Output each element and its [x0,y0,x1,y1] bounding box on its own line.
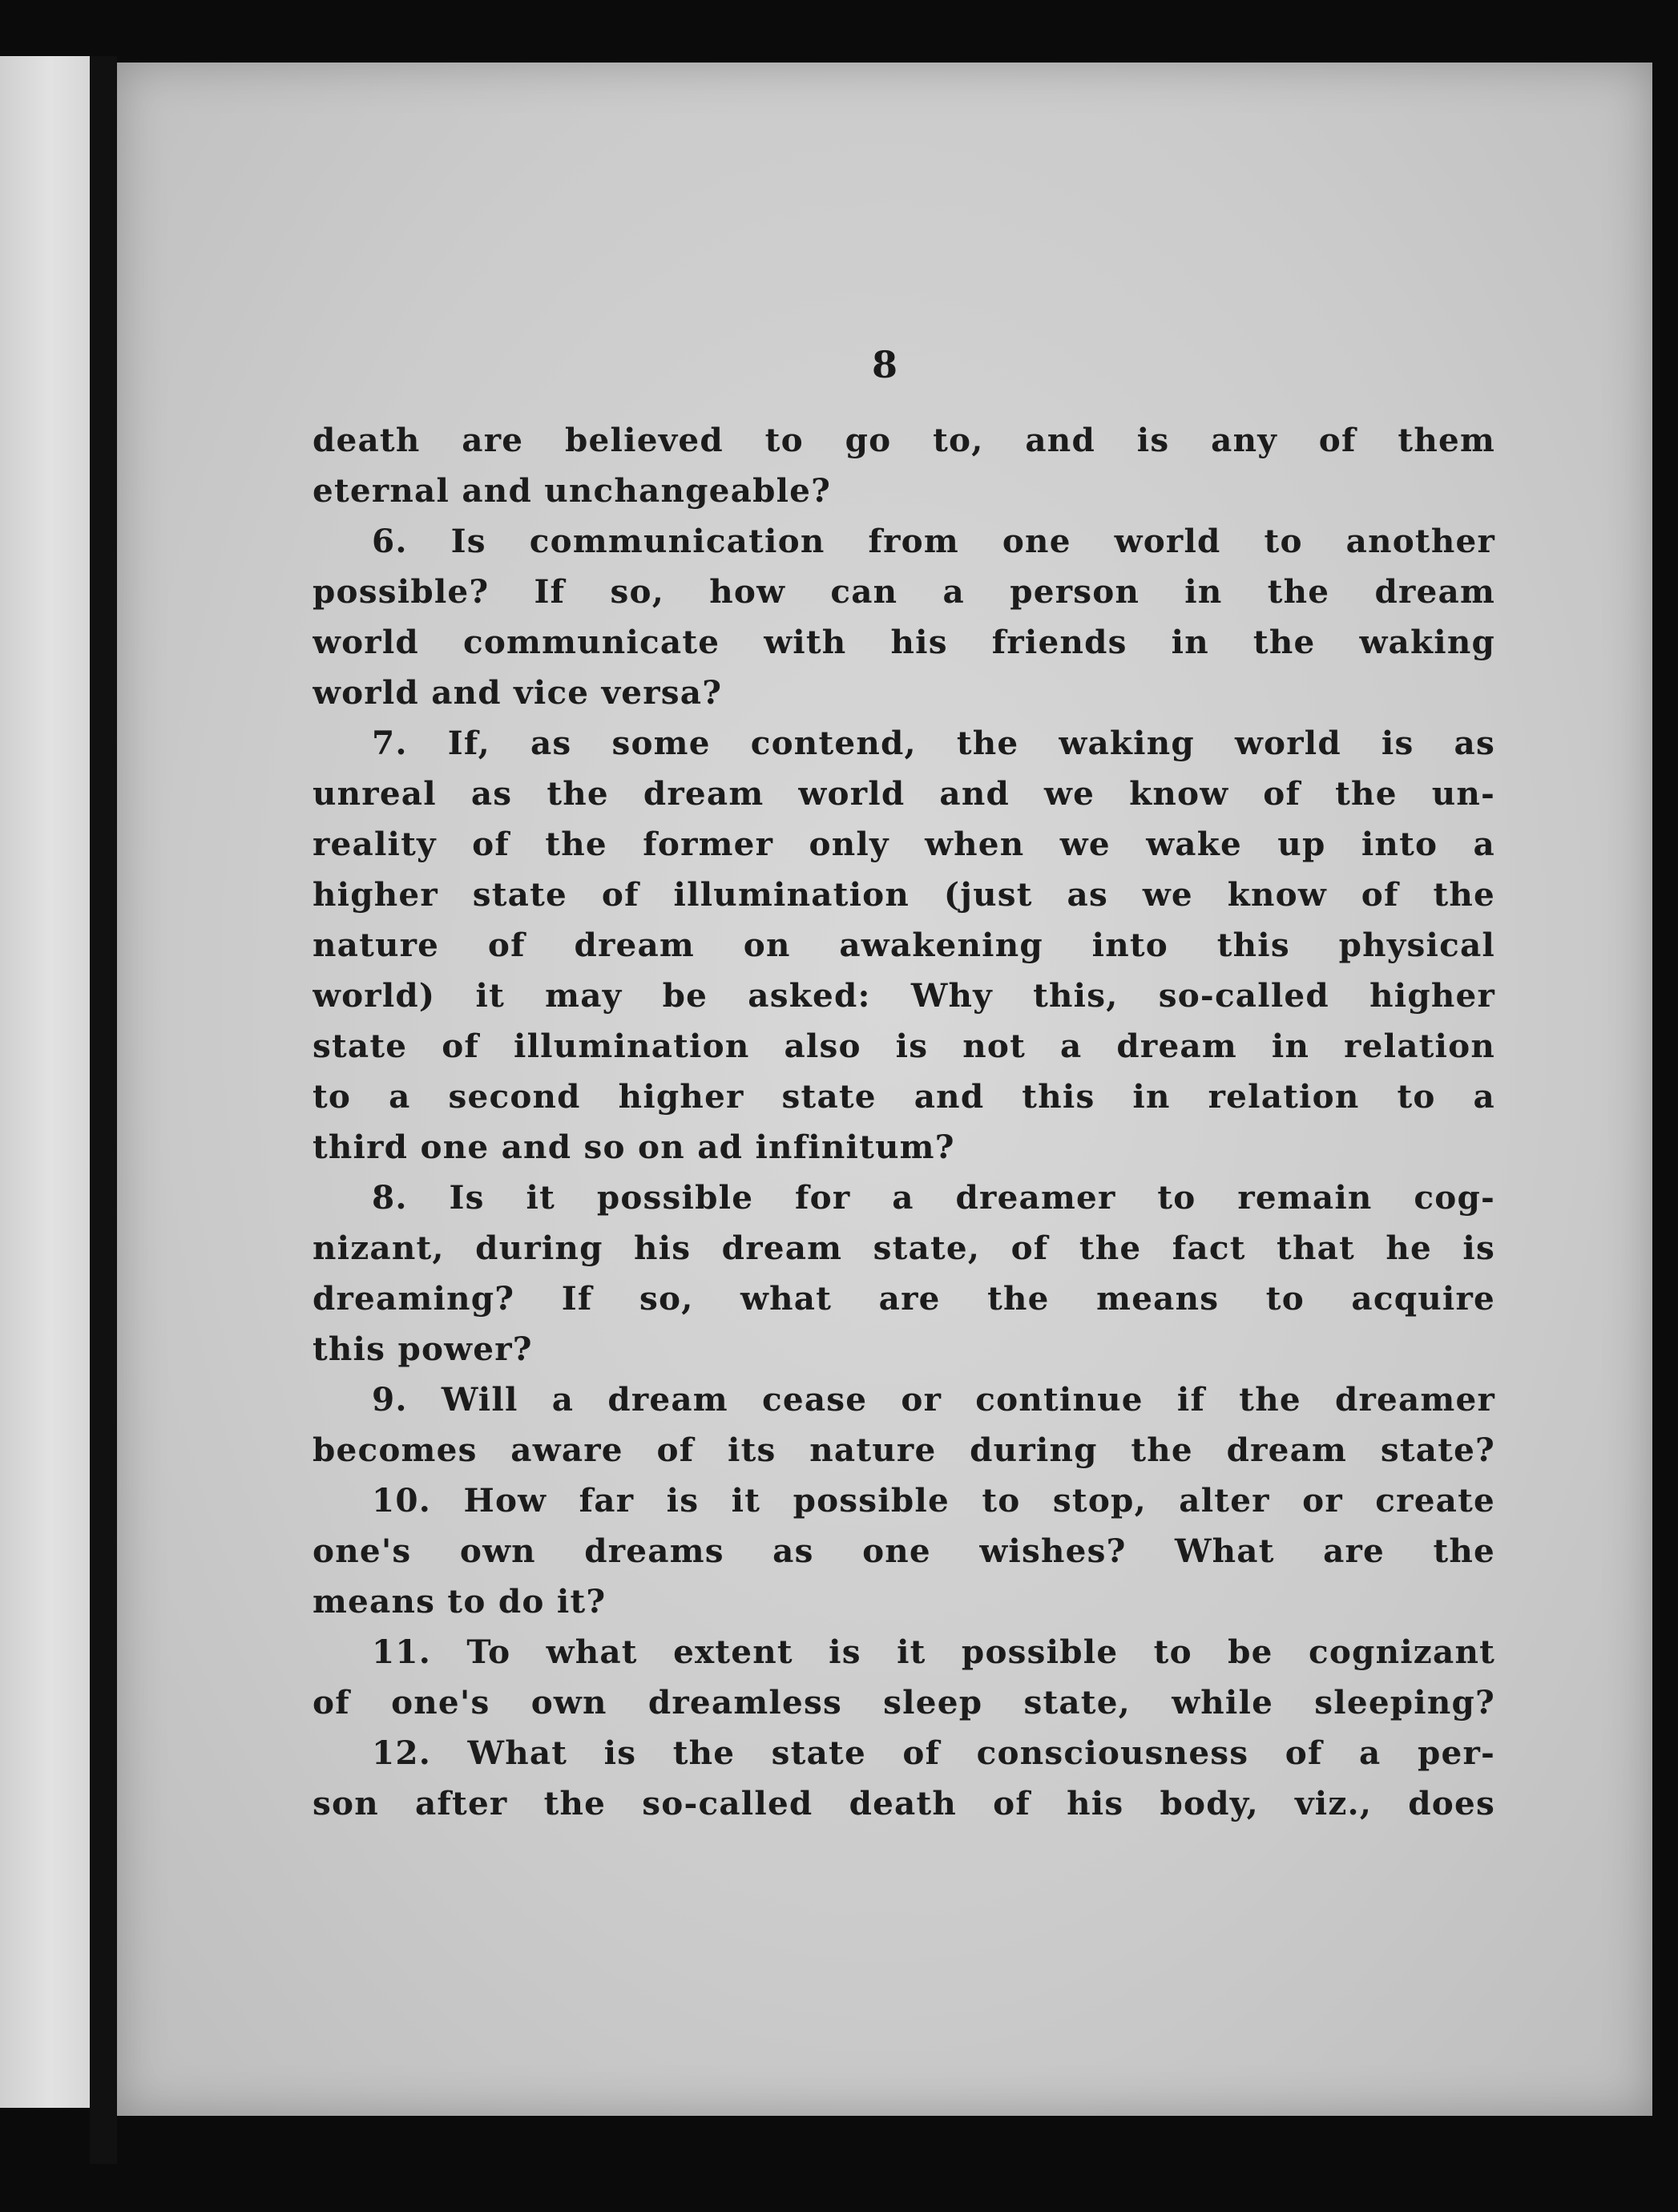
text-line: one's own dreams as one wishes? What are the [313,1532,1495,1570]
text-line: son after the so-called death of his body, viz., does [313,1784,1495,1822]
text-line: 6. Is communication from one world to another [372,522,1495,560]
text-line: world communicate with his friends in the waking [313,623,1495,661]
text-line: nizant, during his dream state, of the fact that he is [313,1229,1495,1267]
text-line: dreaming? If so, what are the means to acquire [313,1279,1495,1318]
text-line: death are believed to go to, and is any of them [313,421,1495,459]
text-line: third one and so on ad infinitum? [313,1128,955,1166]
text-line: eternal and unchangeable? [313,471,832,510]
adjacent-page-edge [0,56,92,2108]
text-line: world) it may be asked: Why this, so-called higher [313,976,1495,1015]
text-line: world and vice versa? [313,673,723,712]
text-line: higher state of illumination (just as we know of the [313,875,1495,914]
text-line: reality of the former only when we wake up into a [313,825,1495,863]
text-line: possible? If so, how can a person in the dream [313,572,1495,611]
text-line: 10. How far is it possible to stop, alter or create [372,1481,1495,1520]
scanned-page [117,63,1652,2116]
book-spine [90,56,117,2164]
text-line: to a second higher state and this in relation to a [313,1077,1495,1116]
text-line: 8. Is it possible for a dreamer to remain cog- [372,1178,1495,1217]
text-line: unreal as the dream world and we know of the un- [313,774,1495,813]
text-line: becomes aware of its nature during the dream state? [313,1431,1495,1469]
text-line: of one's own dreamless sleep state, while sleeping? [313,1683,1495,1722]
text-line: state of illumination also is not a dream in relation [313,1027,1495,1065]
text-line: 7. If, as some contend, the waking world is as [372,724,1495,762]
text-line: this power? [313,1330,533,1368]
text-line: 12. What is the state of consciousness of a per- [372,1734,1495,1772]
text-line: nature of dream on awakening into this physical [313,926,1495,964]
page-number: 8 [871,343,897,386]
text-line: 11. To what extent is it possible to be cognizant [372,1633,1495,1671]
text-line: 9. Will a dream cease or continue if the dreamer [372,1380,1495,1419]
body-text [313,415,1495,1829]
text-line: means to do it? [313,1582,607,1621]
